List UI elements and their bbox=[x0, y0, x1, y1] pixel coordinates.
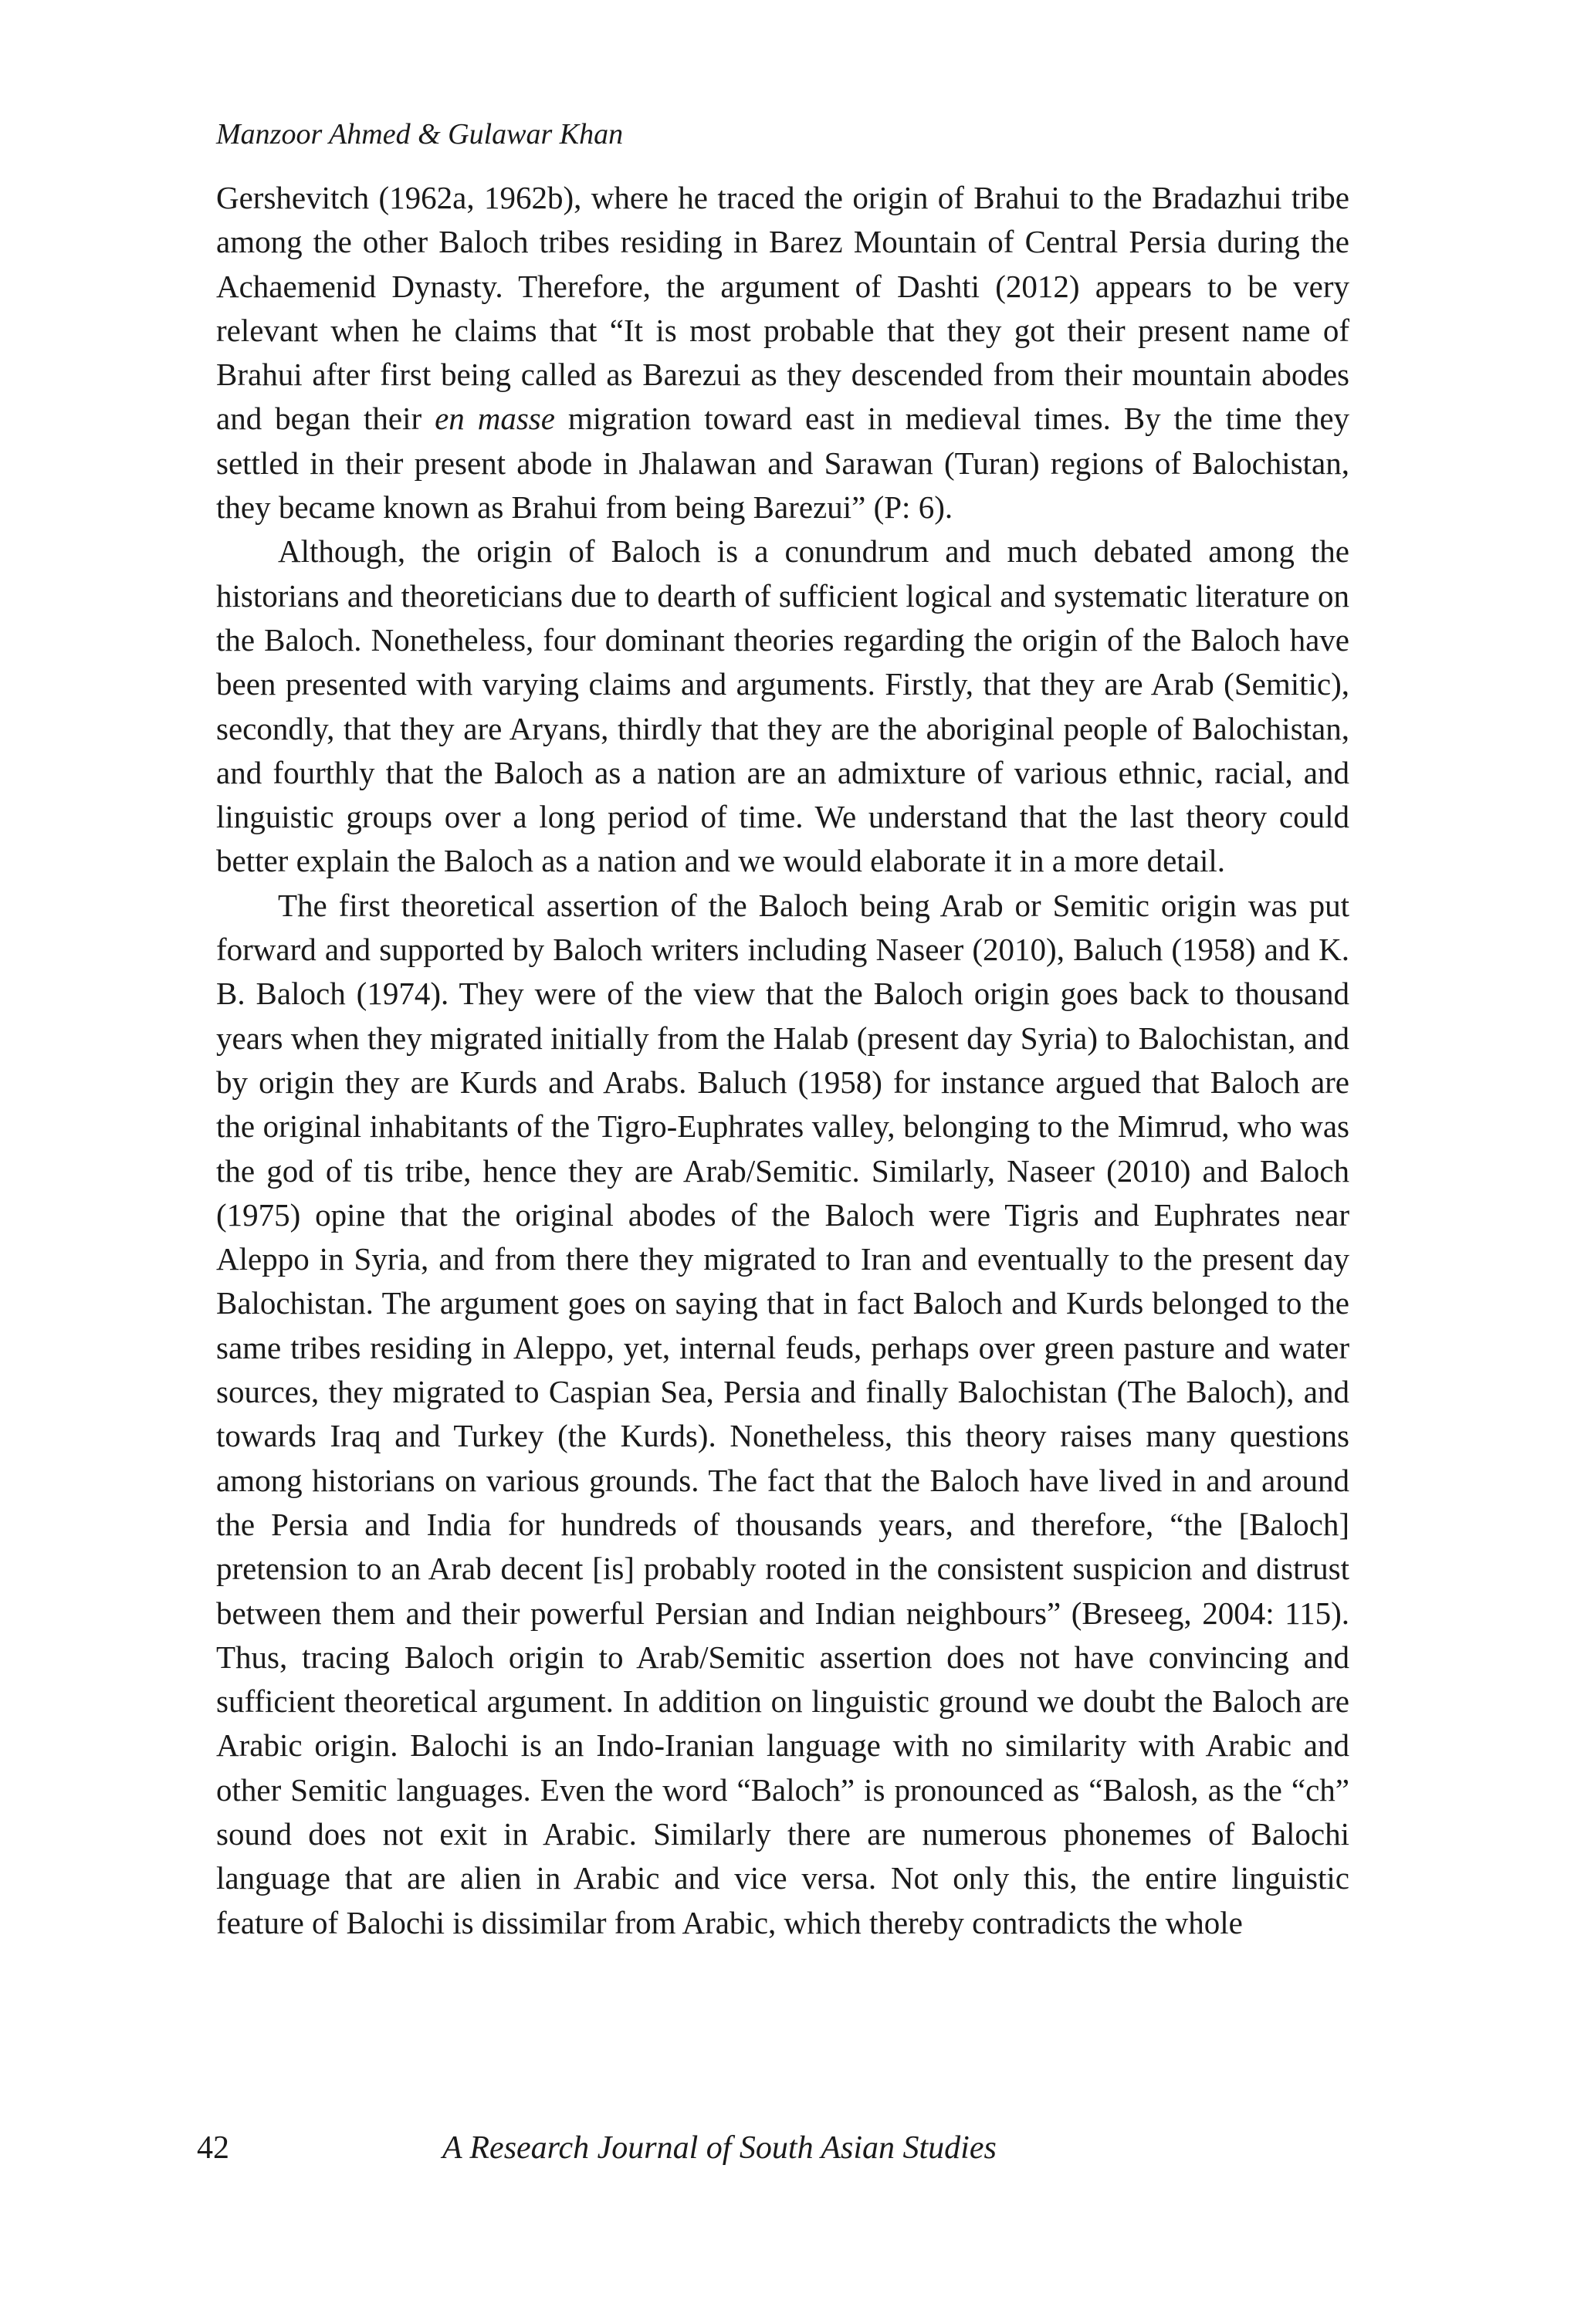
running-head: Manzoor Ahmed & Gulawar Khan bbox=[216, 118, 624, 151]
paragraph-1 bbox=[216, 176, 1349, 529]
paragraph-1-end: migration toward east in medieval times. By the time they settled in their present abode in Jhalawan and Sarawan (Turan) regions of Balochistan, they became known as Brahui from being Barezui” (P: 6). bbox=[216, 401, 1350, 526]
paragraph-3: The first theoretical assertion of the Baloch being Arab or Semitic origin was put forward and supported by Baloch writers including Naseer (2010), Baluch (1958) and K. B. Baloch (1974). They were of the view that the Baloch origin goes back to thousand years when they migrated initially from the Halab (present day Syria) to Balochistan, and by origin they are Kurds and Arabs. Baluch (1958) for instance argued that Baloch are the original inhabitants of the Tigro-Euphrates valley, belonging to the Mimrud, who was the god of tis tribe, hence they are Arab/Semitic. Similarly, Naseer (2010) and Baloch (1975) opine that the original abodes of the Baloch were Tigris and Euphrates near Aleppo in Syria, and from there they migrated to Iran and eventually to the present day Balochistan. The argument goes on saying that in fact Baloch and Kurds belonged to the same tribes residing in Aleppo, yet, internal feuds, perhaps over green pasture and water sources, they migrated to Caspian Sea, Persia and finally Balochistan (The Baloch), and towards Iraq and Turkey (the Kurds). Nonetheless, this theory raises many questions among historians on various grounds. The fact that the Baloch have lived in and around the Persia and India for hundreds of thousands years, and therefore, “the [Baloch] pretension to an Arab decent [is] probably rooted in the consistent suspicion and distrust between them and their powerful Persian and Indian neighbours” (Breseeg, 2004: 115). Thus, tracing Baloch origin to Arab/Semitic assertion does not have convincing and sufficient theoretical argument. In addition on linguistic ground we doubt the Baloch are Arabic origin. Balochi is an Indo-Iranian language with no similarity with Arabic and other Semitic languages. Even the word “Baloch” is pronounced as “Balosh, as the “ch” sound does not exit in Arabic. Similarly there are numerous phonemes of Balochi language that are alien in Arabic and vice versa. Not only this, the entire linguistic feature of Balochi is dissimilar from Arabic, which thereby contradicts the whole bbox=[216, 887, 1349, 1940]
page-number: 42 bbox=[197, 2130, 229, 2166]
body-text bbox=[216, 176, 1349, 1945]
paragraph-2: Although, the origin of Baloch is a conundrum and much debated among the historians and theoreticians due to dearth of sufficient logical and systematic literature on the Baloch. Nonetheless, four dominant theories regarding the origin of the Baloch have been presented with varying claims and arguments. Firstly, that they are Arab (Semitic), secondly, that they are Aryans, thirdly that they are the aboriginal people of Balochistan, and fourthly that the Baloch as a nation are an admixture of various ethnic, racial, and linguistic groups over a long period of time. We understand that the last theory could better explain the Baloch as a nation and we would elaborate it in a more detail. bbox=[216, 533, 1349, 879]
page-footer bbox=[197, 2129, 1355, 2167]
paragraph-1-italic: en masse bbox=[435, 401, 555, 437]
paragraph-1-text: Gershevitch (1962a, 1962b), where he traced the origin of Brahui to the Bradazhui tribe among the other Baloch tribes residing in Barez Mountain of Central Persia during the Achaemenid Dynasty. Therefore, the argument of Dashti (2012) appears to be very relevant when he claims that “It is most probable that they got their present name of Brahui after first being called as Barezui as they descended from their mountain abodes and began their bbox=[216, 180, 1349, 437]
journal-name: A Research Journal of South Asian Studies bbox=[442, 2130, 997, 2166]
